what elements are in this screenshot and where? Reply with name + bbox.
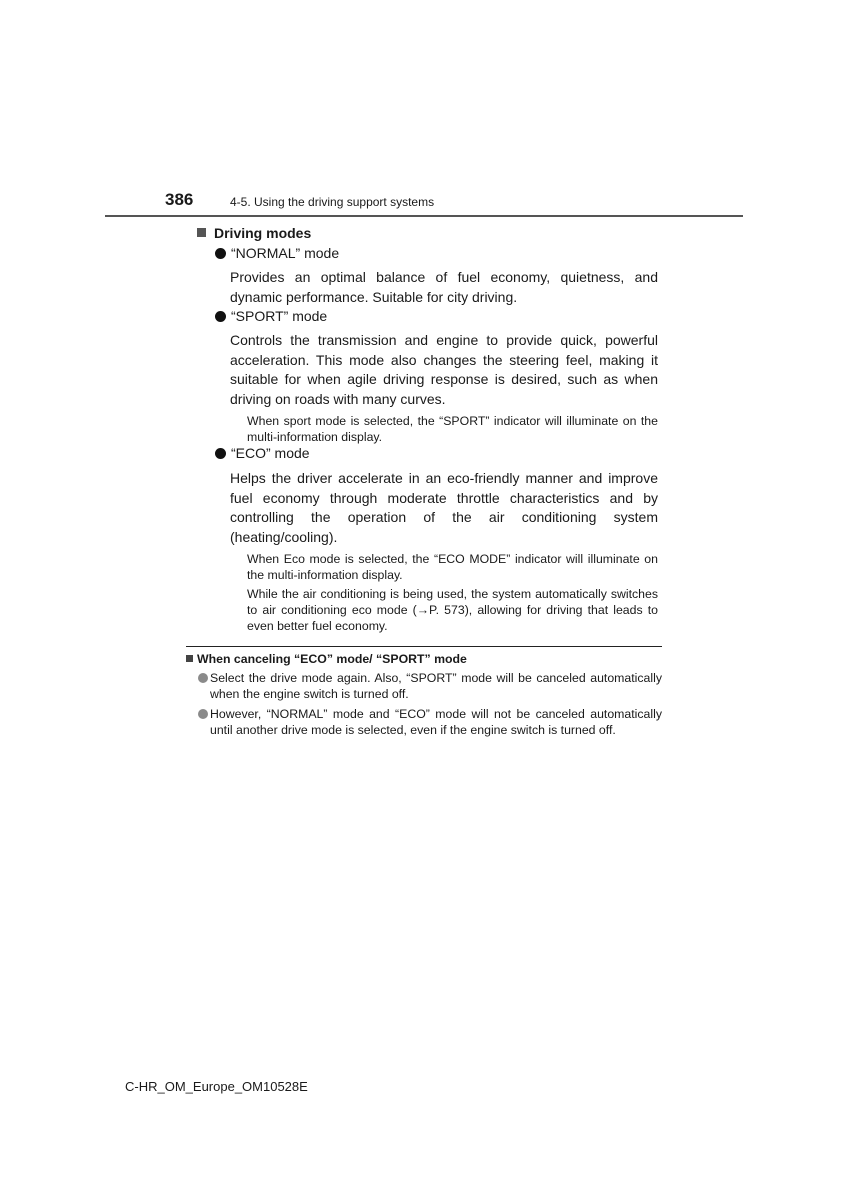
sport-mode-note: When sport mode is selected, the “SPORT” indicator will illuminate on the multi-information display. bbox=[247, 414, 658, 444]
sport-mode-label bbox=[215, 308, 327, 324]
page-number: 386 bbox=[165, 190, 194, 209]
driving-modes-heading bbox=[197, 225, 311, 241]
sport-mode-description: Controls the transmission and engine to provide quick, powerful acceleration. This mode also changes the steering feel, making it suitable for when agile driving response is desired, such as when driving on roads with many curves. bbox=[230, 332, 658, 407]
bullet-dot-icon bbox=[198, 673, 208, 683]
bullet-dot-icon bbox=[215, 311, 226, 322]
bullet-dot-icon bbox=[215, 248, 226, 259]
eco-mode-description: Helps the driver accelerate in an eco-friendly manner and improve fuel economy through moderate throttle characteristics and by controlling the operation of the air conditioning system (heating/cooling). bbox=[230, 470, 658, 545]
list-item bbox=[198, 706, 662, 738]
normal-mode-label bbox=[215, 245, 339, 261]
eco-mode-label bbox=[215, 445, 310, 461]
eco-mode-note-indicator: When Eco mode is selected, the “ECO MODE” indicator will illuminate on the multi-information display. bbox=[247, 552, 658, 582]
list-item-text: Select the drive mode again. Also, “SPORT” mode will be canceled automatically when the engine switch is turned off. bbox=[210, 671, 662, 701]
eco-mode-note-air-conditioning: While the air conditioning is being used, the system automatically switches to air conditioning eco mode (→P. 573), allowing for driving that leads to even better fuel economy. bbox=[247, 587, 658, 633]
driving-modes-heading-text: Driving modes bbox=[214, 225, 312, 241]
square-bullet-icon bbox=[197, 228, 206, 237]
eco-mode-label-text: “ECO” mode bbox=[231, 445, 310, 461]
bullet-dot-icon bbox=[198, 709, 208, 719]
canceling-heading bbox=[186, 652, 467, 666]
list-item bbox=[198, 670, 662, 702]
section-divider bbox=[186, 646, 662, 647]
normal-mode-label-text: “NORMAL” mode bbox=[231, 245, 340, 261]
list-item-text: However, “NORMAL” mode and “ECO” mode will not be canceled automatically until another drive mode is selected, even if the engine switch is turned off. bbox=[210, 707, 662, 737]
canceling-heading-text: When canceling “ECO” mode/ “SPORT” mode bbox=[197, 652, 467, 666]
bullet-dot-icon bbox=[215, 448, 226, 459]
section-reference: 4-5. Using the driving support systems bbox=[230, 195, 435, 209]
sport-mode-label-text: “SPORT” mode bbox=[231, 308, 328, 324]
header-divider bbox=[105, 215, 743, 217]
square-bullet-icon bbox=[186, 655, 193, 662]
document-code: C-HR_OM_Europe_OM10528E bbox=[125, 1079, 308, 1094]
normal-mode-description: Provides an optimal balance of fuel economy, quietness, and dynamic performance. Suitable for city driving. bbox=[230, 269, 658, 305]
